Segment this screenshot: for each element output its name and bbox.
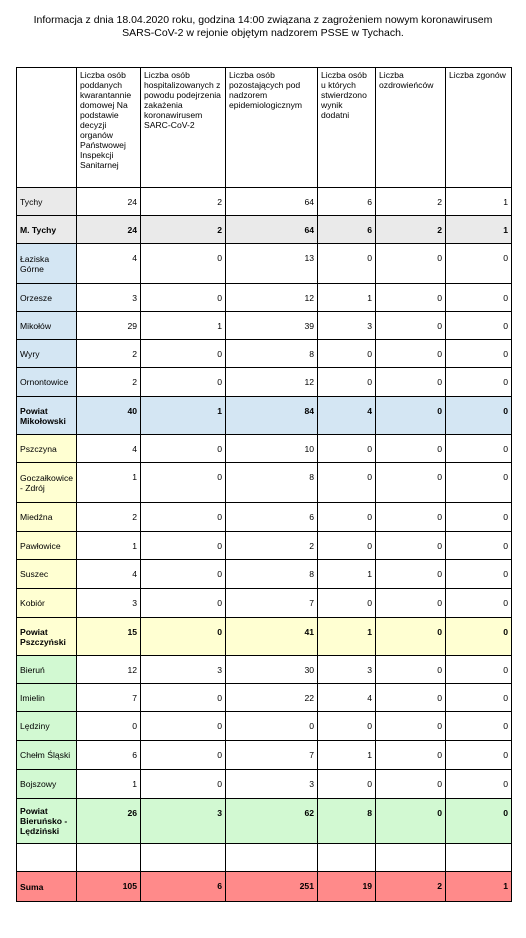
hospitalized-value-cell: 1: [141, 397, 226, 435]
title-line-2: SARS-CoV-2 w rejonie objętym nadzorem PSSE w Tychach.: [122, 27, 404, 39]
deaths-value-cell: 0: [446, 741, 512, 770]
region-name-cell: Pawłowice: [17, 532, 77, 560]
deaths-value-cell: 0: [446, 503, 512, 532]
positive-value-cell: 1: [318, 284, 376, 312]
quarantine-value-cell: 40: [77, 397, 141, 435]
hospitalized-value-cell: 0: [141, 435, 226, 463]
recovered-value-cell: 0: [376, 435, 446, 463]
table-row: [17, 503, 512, 532]
surveillance-value-cell: 7: [226, 589, 318, 618]
deaths-value-cell: 0: [446, 799, 512, 844]
quarantine-value-cell: 29: [77, 312, 141, 340]
header-row: [17, 68, 512, 188]
surveillance-value-cell: 8: [226, 560, 318, 589]
positive-value-cell: 0: [318, 463, 376, 503]
positive-value-cell: 3: [318, 312, 376, 340]
hospitalized-value-cell: 0: [141, 589, 226, 618]
recovered-value-cell: 0: [376, 312, 446, 340]
recovered-value-cell: 0: [376, 560, 446, 589]
table-row: [17, 284, 512, 312]
positive-value-cell: 8: [318, 799, 376, 844]
page-title: [0, 14, 526, 40]
quarantine-value-cell: 26: [77, 799, 141, 844]
region-name-cell: Bojszowy: [17, 770, 77, 799]
quarantine-value-cell: [77, 844, 141, 872]
surveillance-value-cell: 12: [226, 284, 318, 312]
surveillance-value-cell: 64: [226, 188, 318, 216]
recovered-value-cell: 2: [376, 188, 446, 216]
hospitalized-value-cell: 0: [141, 244, 226, 284]
quarantine-value-cell: 6: [77, 741, 141, 770]
recovered-value-cell: [376, 844, 446, 872]
recovered-value-cell: 0: [376, 340, 446, 368]
hospitalized-value-cell: 0: [141, 503, 226, 532]
quarantine-value-cell: 2: [77, 340, 141, 368]
header-recovered: Liczba ozdrowieńców: [376, 68, 446, 188]
table-row: [17, 368, 512, 397]
positive-value-cell: 0: [318, 368, 376, 397]
region-name-cell: Suma: [17, 872, 77, 902]
hospitalized-value-cell: 0: [141, 741, 226, 770]
table-row: [17, 340, 512, 368]
recovered-value-cell: 0: [376, 368, 446, 397]
table-row: [17, 618, 512, 656]
positive-value-cell: 0: [318, 589, 376, 618]
positive-value-cell: [318, 844, 376, 872]
table-row: [17, 560, 512, 589]
hospitalized-value-cell: 0: [141, 560, 226, 589]
region-name-cell: [17, 844, 77, 872]
positive-value-cell: 6: [318, 188, 376, 216]
table-row: [17, 589, 512, 618]
hospitalized-value-cell: [141, 844, 226, 872]
region-name-cell: Lędziny: [17, 712, 77, 741]
quarantine-value-cell: 3: [77, 284, 141, 312]
positive-value-cell: 0: [318, 532, 376, 560]
surveillance-value-cell: 251: [226, 872, 318, 902]
region-name-cell: Mikołów: [17, 312, 77, 340]
header-hospitalized: Liczba osób hospitalizowanych z powodu podejrzenia zakażenia koronawirusem SARC-CoV-2: [141, 68, 226, 188]
table-row: [17, 844, 512, 872]
surveillance-value-cell: 13: [226, 244, 318, 284]
table-row: [17, 435, 512, 463]
region-name-cell: Ornontowice: [17, 368, 77, 397]
region-name-cell: Chełm Śląski: [17, 741, 77, 770]
recovered-value-cell: 0: [376, 618, 446, 656]
surveillance-value-cell: 41: [226, 618, 318, 656]
surveillance-value-cell: 3: [226, 770, 318, 799]
quarantine-value-cell: 1: [77, 770, 141, 799]
quarantine-value-cell: 12: [77, 656, 141, 684]
header-surveillance: Liczba osób pozostających pod nadzorem epidemiologicznym: [226, 68, 318, 188]
hospitalized-value-cell: 0: [141, 284, 226, 312]
positive-value-cell: 0: [318, 770, 376, 799]
deaths-value-cell: 0: [446, 589, 512, 618]
region-name-cell: Powiat Mikołowski: [17, 397, 77, 435]
deaths-value-cell: 0: [446, 340, 512, 368]
recovered-value-cell: 0: [376, 712, 446, 741]
recovered-value-cell: 0: [376, 463, 446, 503]
quarantine-value-cell: 15: [77, 618, 141, 656]
deaths-value-cell: 0: [446, 560, 512, 589]
region-name-cell: Powiat Bieruńsko - Lędziński: [17, 799, 77, 844]
surveillance-value-cell: 7: [226, 741, 318, 770]
surveillance-value-cell: 8: [226, 340, 318, 368]
hospitalized-value-cell: 6: [141, 872, 226, 902]
table-row: [17, 684, 512, 712]
quarantine-value-cell: 1: [77, 463, 141, 503]
positive-value-cell: 0: [318, 712, 376, 741]
surveillance-value-cell: 8: [226, 463, 318, 503]
positive-value-cell: 4: [318, 397, 376, 435]
quarantine-value-cell: 0: [77, 712, 141, 741]
region-name-cell: Orzesze: [17, 284, 77, 312]
positive-value-cell: 6: [318, 216, 376, 244]
positive-value-cell: 1: [318, 560, 376, 589]
surveillance-value-cell: 2: [226, 532, 318, 560]
table-row: [17, 741, 512, 770]
deaths-value-cell: 0: [446, 656, 512, 684]
region-name-cell: M. Tychy: [17, 216, 77, 244]
table-row: [17, 770, 512, 799]
table-row: [17, 188, 512, 216]
statistics-table: [16, 67, 512, 902]
recovered-value-cell: 0: [376, 770, 446, 799]
hospitalized-value-cell: 0: [141, 770, 226, 799]
surveillance-value-cell: 0: [226, 712, 318, 741]
deaths-value-cell: 1: [446, 188, 512, 216]
table-row: [17, 244, 512, 284]
surveillance-value-cell: 84: [226, 397, 318, 435]
quarantine-value-cell: 3: [77, 589, 141, 618]
hospitalized-value-cell: 0: [141, 368, 226, 397]
positive-value-cell: 1: [318, 741, 376, 770]
quarantine-value-cell: 7: [77, 684, 141, 712]
deaths-value-cell: 0: [446, 244, 512, 284]
recovered-value-cell: 0: [376, 684, 446, 712]
positive-value-cell: 0: [318, 244, 376, 284]
table-row: [17, 397, 512, 435]
deaths-value-cell: 0: [446, 463, 512, 503]
surveillance-value-cell: [226, 844, 318, 872]
surveillance-value-cell: 12: [226, 368, 318, 397]
deaths-value-cell: 1: [446, 216, 512, 244]
positive-value-cell: 4: [318, 684, 376, 712]
surveillance-value-cell: 64: [226, 216, 318, 244]
recovered-value-cell: 2: [376, 872, 446, 902]
quarantine-value-cell: 24: [77, 188, 141, 216]
deaths-value-cell: 0: [446, 435, 512, 463]
hospitalized-value-cell: 2: [141, 188, 226, 216]
positive-value-cell: 0: [318, 340, 376, 368]
table-row: [17, 216, 512, 244]
region-name-cell: Łaziska Górne: [17, 244, 77, 284]
recovered-value-cell: 0: [376, 589, 446, 618]
title-line-1: Informacja z dnia 18.04.2020 roku, godzina 14:00 związana z zagrożeniem nowym koronawirusem: [33, 14, 493, 26]
table-row: [17, 312, 512, 340]
region-name-cell: Suszec: [17, 560, 77, 589]
recovered-value-cell: 0: [376, 532, 446, 560]
deaths-value-cell: 0: [446, 712, 512, 741]
recovered-value-cell: 0: [376, 244, 446, 284]
surveillance-value-cell: 62: [226, 799, 318, 844]
header-corner-cell: [17, 68, 77, 188]
quarantine-value-cell: 2: [77, 503, 141, 532]
quarantine-value-cell: 4: [77, 435, 141, 463]
positive-value-cell: 0: [318, 435, 376, 463]
region-name-cell: Miedźna: [17, 503, 77, 532]
hospitalized-value-cell: 2: [141, 216, 226, 244]
deaths-value-cell: 0: [446, 770, 512, 799]
quarantine-value-cell: 105: [77, 872, 141, 902]
region-name-cell: Tychy: [17, 188, 77, 216]
hospitalized-value-cell: 1: [141, 312, 226, 340]
quarantine-value-cell: 4: [77, 244, 141, 284]
recovered-value-cell: 0: [376, 799, 446, 844]
table-row: [17, 872, 512, 902]
deaths-value-cell: 0: [446, 397, 512, 435]
deaths-value-cell: 1: [446, 872, 512, 902]
deaths-value-cell: 0: [446, 284, 512, 312]
deaths-value-cell: 0: [446, 368, 512, 397]
deaths-value-cell: 0: [446, 684, 512, 712]
table-row: [17, 656, 512, 684]
deaths-value-cell: [446, 844, 512, 872]
region-name-cell: Wyry: [17, 340, 77, 368]
deaths-value-cell: 0: [446, 312, 512, 340]
hospitalized-value-cell: 0: [141, 340, 226, 368]
quarantine-value-cell: 24: [77, 216, 141, 244]
table-row: [17, 463, 512, 503]
table-body: [17, 188, 512, 902]
header-deaths: Liczba zgonów: [446, 68, 512, 188]
header-quarantine: Liczba osób poddanych kwarantannie domowej Na podstawie decyzji organów Państwowej Inspekcji Sanitarnej: [77, 68, 141, 188]
recovered-value-cell: 0: [376, 741, 446, 770]
surveillance-value-cell: 30: [226, 656, 318, 684]
positive-value-cell: 3: [318, 656, 376, 684]
hospitalized-value-cell: 0: [141, 684, 226, 712]
region-name-cell: Kobiór: [17, 589, 77, 618]
recovered-value-cell: 0: [376, 284, 446, 312]
region-name-cell: Imielin: [17, 684, 77, 712]
positive-value-cell: 0: [318, 503, 376, 532]
recovered-value-cell: 0: [376, 503, 446, 532]
quarantine-value-cell: 2: [77, 368, 141, 397]
table-row: [17, 532, 512, 560]
hospitalized-value-cell: 3: [141, 656, 226, 684]
surveillance-value-cell: 10: [226, 435, 318, 463]
recovered-value-cell: 0: [376, 397, 446, 435]
table-row: [17, 712, 512, 741]
hospitalized-value-cell: 0: [141, 532, 226, 560]
region-name-cell: Goczałkowice - Zdrój: [17, 463, 77, 503]
region-name-cell: Bieruń: [17, 656, 77, 684]
quarantine-value-cell: 1: [77, 532, 141, 560]
recovered-value-cell: 0: [376, 656, 446, 684]
recovered-value-cell: 2: [376, 216, 446, 244]
surveillance-value-cell: 39: [226, 312, 318, 340]
positive-value-cell: 19: [318, 872, 376, 902]
surveillance-value-cell: 22: [226, 684, 318, 712]
deaths-value-cell: 0: [446, 618, 512, 656]
deaths-value-cell: 0: [446, 532, 512, 560]
table-row: [17, 799, 512, 844]
hospitalized-value-cell: 3: [141, 799, 226, 844]
quarantine-value-cell: 4: [77, 560, 141, 589]
surveillance-value-cell: 6: [226, 503, 318, 532]
hospitalized-value-cell: 0: [141, 712, 226, 741]
hospitalized-value-cell: 0: [141, 463, 226, 503]
header-positive: Liczba osób u których stwierdzono wynik dodatni: [318, 68, 376, 188]
region-name-cell: Powiat Pszczyński: [17, 618, 77, 656]
hospitalized-value-cell: 0: [141, 618, 226, 656]
positive-value-cell: 1: [318, 618, 376, 656]
region-name-cell: Pszczyna: [17, 435, 77, 463]
